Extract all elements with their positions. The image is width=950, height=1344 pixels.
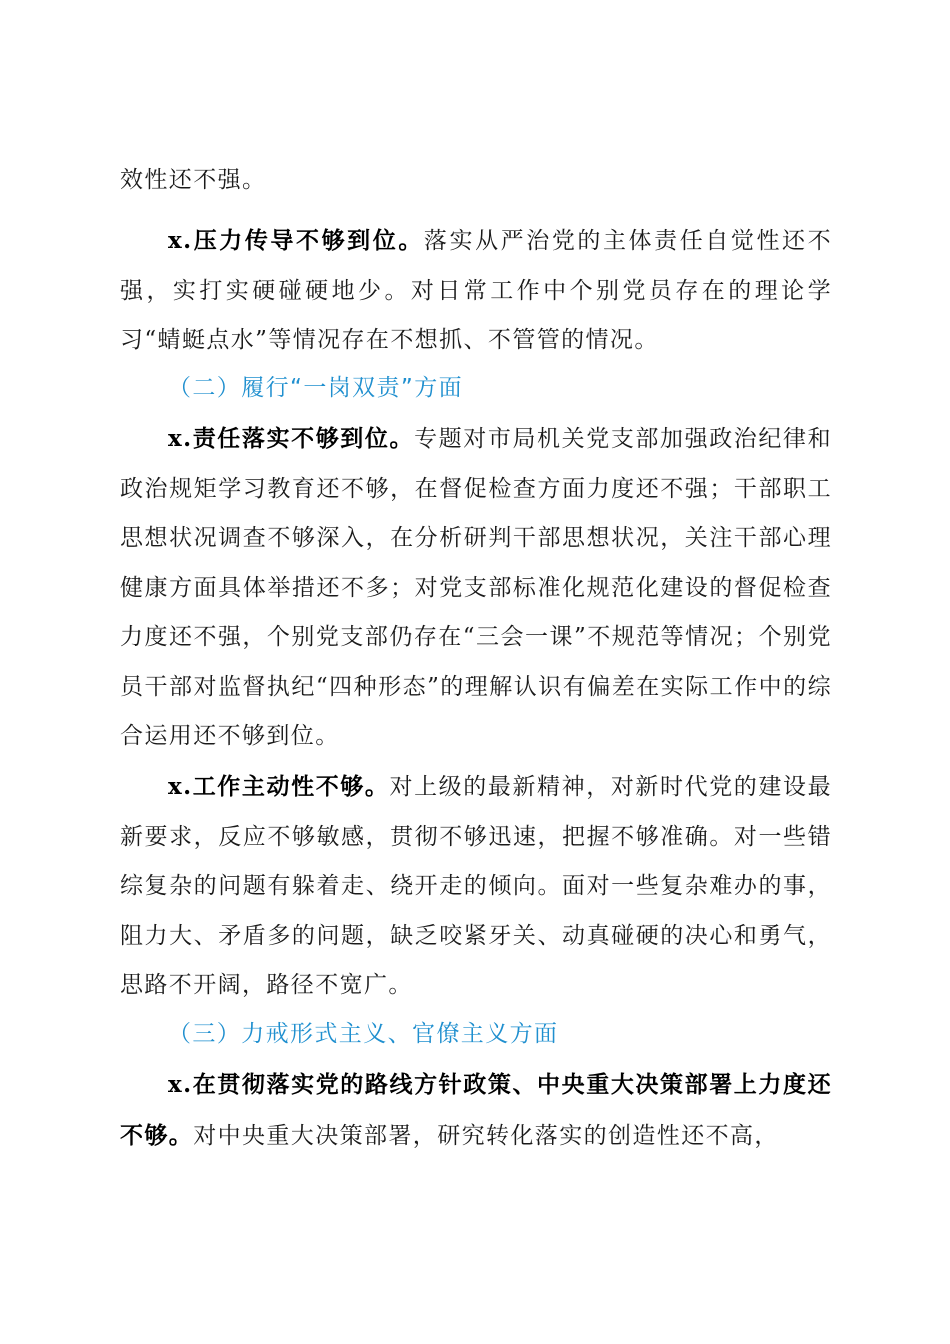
paragraph-body: 对上级的最新精神，对新时代党的建设最新要求，反应不够敏感，贯彻不够迅速，把握不够准确。对一些错综复杂的问题有躲着走、绕开走的倾向。面对一些复杂难办的事，阻力大、矛盾多的问题，缺乏咬紧牙关、动真碰硬的决心和勇气，思路不开阔，路径不宽广。: [120, 774, 832, 998]
paragraph-pressure-transmission: [120, 216, 832, 366]
paragraph-initiative: [120, 762, 832, 1011]
paragraph-lead: x.责任落实不够到位。: [168, 425, 415, 452]
paragraph-lead: x.在贯彻落实党的路线方针政策、中央重大决策部署上力度还不够。: [120, 1071, 832, 1149]
paragraph-continuation: [120, 156, 832, 206]
paragraph-body: 对中央重大决策部署，研究转化落实的创造性还不高，: [193, 1122, 779, 1149]
paragraph-body: 落实从严治党的主体责任自觉性还不强，实打实硬碰硬地少。对日常工作中个别党员存在的理论学习“蜻蜓点水”等情况存在不想抓、不管管的情况。: [120, 228, 833, 353]
paragraph-lead: x.工作主动性不够。: [168, 773, 390, 800]
paragraph-responsibility: [120, 414, 832, 762]
paragraph-body: 专题对市局机关党支部加强政治纪律和政治规矩学习教育还不够，在督促检查方面力度还不强；干部职工思想状况调查不够深入，在分析研判干部思想状况，关注干部心理健康方面具体举措还不多；对党支部标准化规范化建设的督促检查力度还不强，个别党支部仍存在“三会一课”不规范等情况；个别党员干部对监督执纪“四种形态”的理解认识有偏差在实际工作中的综合运用还不够到位。: [120, 426, 832, 749]
section-heading-two: （二）履行“一岗双责”方面: [168, 375, 464, 401]
paragraph-text: 效性还不强。: [120, 167, 267, 193]
paragraph-implementation: [120, 1060, 832, 1161]
section-heading-three: （三）力戒形式主义、官僚主义方面: [168, 1021, 559, 1047]
paragraph-lead: x.压力传导不够到位。: [168, 227, 424, 254]
